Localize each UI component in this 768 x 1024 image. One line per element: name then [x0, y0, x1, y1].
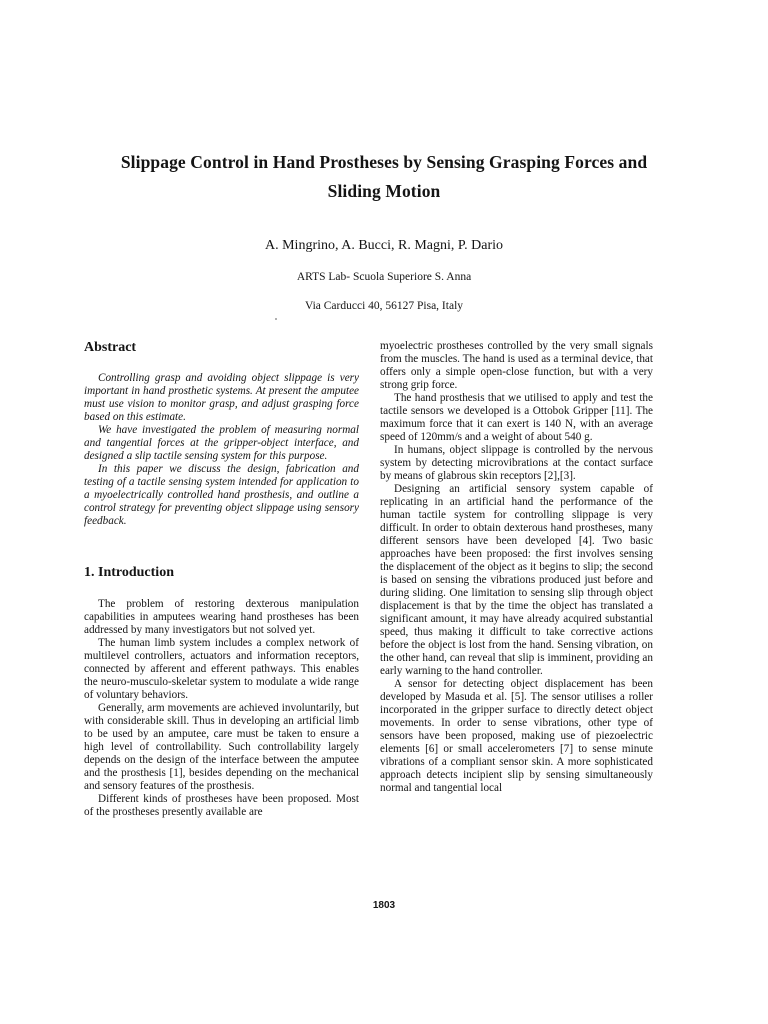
body-paragraph: A sensor for detecting object displacement has been developed by Masuda et al. [5]. The sensor utilises a roller incorporated in the gripper surface to directly detect object movements. In order to sense vibrations, other type of sensors have been proposed, making use of piezoelectric elements [6] or small accelerometers [7] to sense minute vibrations of a compliant sensor skin. A more sophisticated approach detects incipient slip by sensing simultaneously normal and tangential local — [380, 678, 653, 794]
abstract-paragraph: In this paper we discuss the design, fabrication and testing of a tactile sensing system intended for application to a myoelectrically controlled hand prosthesis, and outline a control strategy for preventing object slippage using sensory feedback. — [84, 463, 359, 527]
paper-title-line-2: Sliding Motion — [327, 181, 441, 201]
body-paragraph: The hand prosthesis that we utilised to apply and test the tactile sensors we developed is a Ottobok Gripper [11]. The maximum force that it can exert is 140 N, with an average speed of 120mm/s and a weight of about 540 g. — [380, 392, 653, 443]
page-number: 1803 — [372, 900, 396, 911]
body-paragraph: In humans, object slippage is controlled by the nervous system by detecting microvibrations at the contact surface by means of glabrous skin receptors [2],[3]. — [380, 444, 653, 482]
abstract-paragraph: We have investigated the problem of measuring normal and tangential forces at the gripper-object interface, and designed a slip tactile sensing system for this purpose. — [84, 424, 359, 462]
right-column-body — [380, 340, 653, 795]
intro-paragraph: Generally, arm movements are achieved involuntarily, but with considerable skill. Thus in developing an artificial limb to be used by an amputee, care must be taken to ensure a high level of controllability. Such controllability largely depends on the design of the interface between the amputee and the prosthesis [1], besides depending on the mechanical and sensory features of the prosthesis. — [84, 702, 359, 792]
author-list: A. Mingrino, A. Bucci, R. Magni, P. Dario — [265, 238, 503, 253]
abstract-body — [84, 372, 359, 528]
body-paragraph: Designing an artificial sensory system capable of replicating in an artificial hand the performance of the human tactile system for controlling slippage is very difficult. In order to obtain dexterous hand prostheses, many different sensors have been developed [4]. Two basic approaches have been proposed: the first involves sensing the displacement of the object as it begins to slip; the second is based on sensing the vibrations produced just before and during sliding. One limitation to sensing slip through object displacement is that by the time the object has translated a significant amount, it may have already acquired substantial speed, thus making it difficult to take corrective actions before the object is lost from the hand. Sensing vibration, on the other hand, can reveal that slip is imminent, providing an early warning to the hand controller. — [380, 483, 653, 677]
affiliation-address: Via Carducci 40, 56127 Pisa, Italy — [304, 300, 464, 312]
intro-paragraph: The problem of restoring dexterous manipulation capabilities in amputees wearing hand prostheses has been addressed by many investigators but not solved yet. — [84, 598, 359, 636]
intro-paragraph: The human limb system includes a complex network of multilevel controllers, actuators and information receptors, connected by afferent and efferent pathways. This enables the neuro-musculo-skeletar system to modulate a wide range of voluntary behaviors. — [84, 637, 359, 701]
scan-speck — [275, 318, 277, 320]
introduction-body — [84, 598, 359, 819]
abstract-heading: Abstract — [84, 340, 137, 355]
introduction-heading: 1. Introduction — [84, 565, 174, 580]
affiliation-lab: ARTS Lab- Scuola Superiore S. Anna — [296, 271, 472, 283]
abstract-paragraph: Controlling grasp and avoiding object slippage is very important in hand prosthetic systems. At present the amputee must use vision to monitor grasp, and adjust grasping force based on this estimate. — [84, 372, 359, 423]
intro-paragraph: Different kinds of prostheses have been proposed. Most of the prostheses presently available are — [84, 793, 359, 818]
body-paragraph: myoelectric prostheses controlled by the very small signals from the muscles. The hand is used as a terminal device, that offers only a simple open-close function, but with a very strong grip force. — [380, 340, 653, 391]
paper-title-line-1: Slippage Control in Hand Prostheses by Sensing Grasping Forces and — [120, 152, 648, 172]
